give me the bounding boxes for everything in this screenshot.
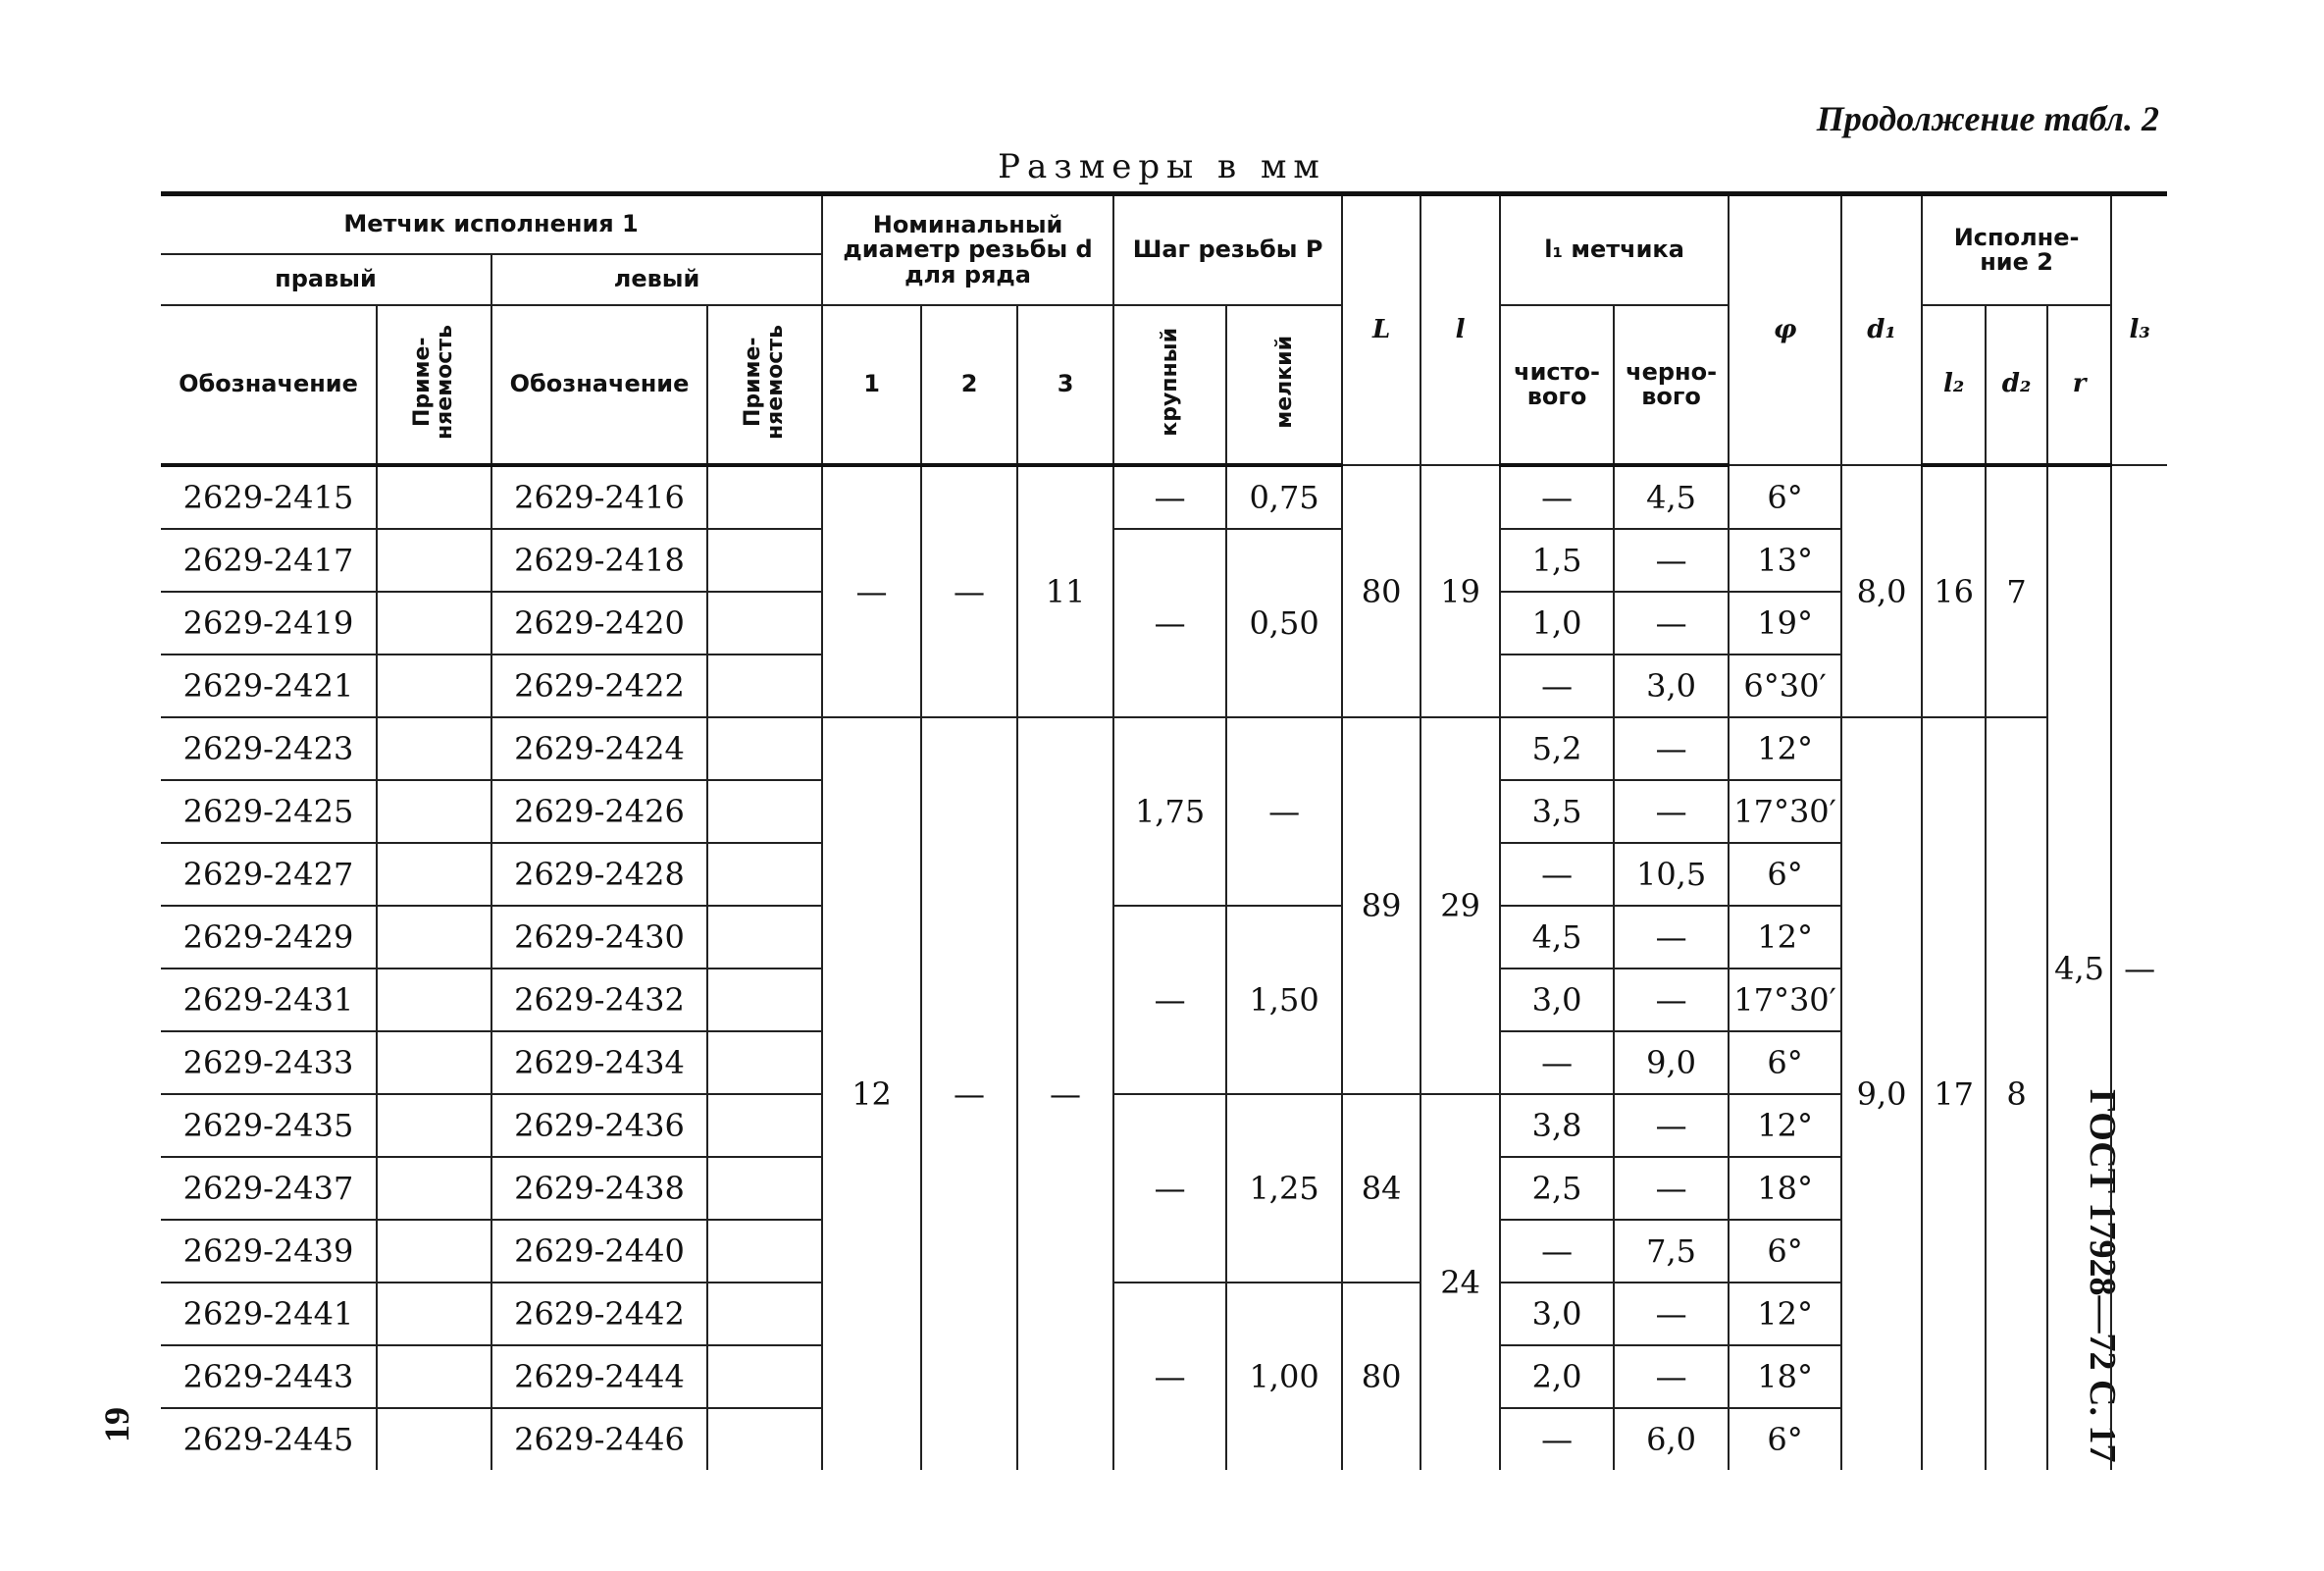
- table-row: [161, 465, 2167, 529]
- l1-finish: 3,5: [1500, 780, 1614, 843]
- designation-left: 2629-2430: [491, 906, 707, 969]
- designation-left: 2629-2418: [491, 529, 707, 592]
- angle-phi: 18°: [1729, 1157, 1841, 1220]
- d1-value: 8,0: [1841, 465, 1922, 717]
- diameter-row1: —: [822, 465, 921, 717]
- pitch-fine: 1,50: [1226, 906, 1342, 1094]
- designation-left: 2629-2442: [491, 1283, 707, 1345]
- pitch-fine: 1,00: [1226, 1283, 1342, 1470]
- pitch-coarse: —: [1113, 1283, 1226, 1470]
- header-row-2: 2: [921, 305, 1017, 465]
- designation-right: 2629-2423: [161, 717, 377, 780]
- diameter-row3: —: [1017, 717, 1113, 1470]
- header-tap-version-1: Метчик исполнения 1: [161, 194, 822, 255]
- l1-finish: —: [1500, 655, 1614, 717]
- diameter-row2: —: [921, 717, 1017, 1470]
- header-designation-left: Обозначение: [491, 305, 707, 465]
- angle-phi: 6°30′: [1729, 655, 1841, 717]
- units-label: Размеры в мм: [998, 147, 1326, 186]
- applicability-right: [377, 1345, 491, 1408]
- header-d2: d₂: [1986, 305, 2047, 465]
- angle-phi: 12°: [1729, 1094, 1841, 1157]
- applicability-left: [707, 1157, 822, 1220]
- l1-rough: 3,0: [1614, 655, 1729, 717]
- l1-rough: —: [1614, 906, 1729, 969]
- applicability-left: [707, 717, 822, 780]
- l1-finish: —: [1500, 1408, 1614, 1470]
- header-row-1: 1: [822, 305, 921, 465]
- d1-value: 9,0: [1841, 717, 1922, 1470]
- header-nominal-diameter: Номинальный диаметр резьбы d для ряда: [822, 194, 1113, 306]
- l1-finish: 5,2: [1500, 717, 1614, 780]
- pitch-fine: 0,50: [1226, 529, 1342, 717]
- applicability-left: [707, 1220, 822, 1283]
- r-value: 4,5: [2047, 465, 2111, 1470]
- length-l: 29: [1420, 717, 1500, 1094]
- applicability-left: [707, 655, 822, 717]
- applicability-right: [377, 1283, 491, 1345]
- l1-rough: 9,0: [1614, 1031, 1729, 1094]
- header-L: L: [1342, 194, 1420, 466]
- l1-rough: —: [1614, 1283, 1729, 1345]
- pitch-coarse: 1,75: [1113, 717, 1226, 906]
- d2-value: 7: [1986, 465, 2047, 717]
- designation-left: 2629-2420: [491, 592, 707, 655]
- angle-phi: 6°: [1729, 465, 1841, 529]
- l1-rough: 10,5: [1614, 843, 1729, 906]
- angle-phi: 12°: [1729, 717, 1841, 780]
- designation-right: 2629-2429: [161, 906, 377, 969]
- applicability-right: [377, 529, 491, 592]
- designation-right: 2629-2445: [182, 1421, 354, 1458]
- applicability-right: [377, 1031, 491, 1094]
- designation-right: 2629-2415: [161, 465, 377, 529]
- header-right: правый: [161, 254, 491, 305]
- applicability-right: [377, 1094, 491, 1157]
- applicability-right: [377, 969, 491, 1031]
- angle-phi: 19°: [1729, 592, 1841, 655]
- header-applicability-right: Приме- няемость: [377, 305, 491, 465]
- length-l: 19: [1420, 465, 1500, 717]
- header-designation-right: Обозначение: [161, 305, 377, 465]
- applicability-right: [377, 592, 491, 655]
- l1-finish: —: [1500, 843, 1614, 906]
- designation-right: 2629-2431: [161, 969, 377, 1031]
- applicability-right: [377, 465, 491, 529]
- l1-rough: —: [1614, 1345, 1729, 1408]
- angle-phi: 12°: [1729, 1283, 1841, 1345]
- l1-finish: 4,5: [1500, 906, 1614, 969]
- pitch-coarse: —: [1113, 465, 1226, 529]
- header-coarse: крупный: [1113, 305, 1226, 465]
- applicability-right: [377, 843, 491, 906]
- table-continuation-caption: Продолжение табл. 2: [1816, 99, 2159, 138]
- header-l3: l₃: [2111, 194, 2167, 466]
- angle-phi: 17°30′: [1729, 969, 1841, 1031]
- applicability-right: [377, 906, 491, 969]
- designation-right: 2629-2435: [161, 1094, 377, 1157]
- l1-rough: —: [1614, 592, 1729, 655]
- applicability-left: [707, 1094, 822, 1157]
- l1-rough: —: [1614, 780, 1729, 843]
- angle-phi: 6°: [1729, 1408, 1841, 1470]
- applicability-left: [707, 969, 822, 1031]
- l1-finish: —: [1500, 1220, 1614, 1283]
- applicability-right: [377, 717, 491, 780]
- designation-left: 2629-2440: [491, 1220, 707, 1283]
- designation-left: 2629-2426: [491, 780, 707, 843]
- l3-value: —: [2111, 465, 2167, 1470]
- applicability-right: [377, 655, 491, 717]
- d2-value: 8: [1986, 717, 2047, 1470]
- designation-right: 2629-2437: [161, 1157, 377, 1220]
- l1-rough: 6,0: [1614, 1408, 1729, 1470]
- l1-finish: 1,5: [1500, 529, 1614, 592]
- designation-left: 2629-2422: [491, 655, 707, 717]
- standard-code: ГОСТ 17928—72 С. 17: [2082, 1089, 2123, 1463]
- designation-left: 2629-2432: [491, 969, 707, 1031]
- length-L: 89: [1342, 717, 1420, 1094]
- angle-phi: 17°30′: [1729, 780, 1841, 843]
- l2-value: 16: [1922, 465, 1986, 717]
- header-row-3: 3: [1017, 305, 1113, 465]
- header-l2: l₂: [1922, 305, 1986, 465]
- designation-left: 2629-2436: [491, 1094, 707, 1157]
- l1-rough: —: [1614, 529, 1729, 592]
- designation-left: 2629-2438: [491, 1157, 707, 1220]
- header-r: r: [2047, 305, 2111, 465]
- header-l1: l₁ метчика: [1500, 194, 1729, 306]
- designation-right: 2629-2421: [161, 655, 377, 717]
- table-row: [161, 717, 2167, 780]
- length-L: 84: [1342, 1094, 1420, 1283]
- l1-finish: 2,0: [1500, 1345, 1614, 1408]
- designation-right: 2629-2425: [161, 780, 377, 843]
- header-rough: черно- вого: [1614, 305, 1729, 465]
- page-number: 19: [97, 1407, 136, 1442]
- l1-finish: —: [1500, 465, 1614, 529]
- applicability-left: [707, 465, 822, 529]
- designation-right: 2629-2427: [161, 843, 377, 906]
- designation-right: 2629-2419: [161, 592, 377, 655]
- designation-left: 2629-2416: [491, 465, 707, 529]
- applicability-left: [707, 592, 822, 655]
- l1-rough: —: [1614, 969, 1729, 1031]
- angle-phi: 12°: [1729, 906, 1841, 969]
- header-fine: мелкий: [1226, 305, 1342, 465]
- pitch-coarse: —: [1113, 906, 1226, 1094]
- applicability-left: [707, 1031, 822, 1094]
- l1-finish: 1,0: [1500, 592, 1614, 655]
- diameter-row3: 11: [1017, 465, 1113, 717]
- header-pitch: Шаг резьбы P: [1113, 194, 1342, 306]
- applicability-left: [707, 843, 822, 906]
- designation-left: 2629-2428: [491, 843, 707, 906]
- angle-phi: 13°: [1729, 529, 1841, 592]
- header-version-2: Исполне- ние 2: [1922, 194, 2111, 306]
- applicability-right: [377, 1157, 491, 1220]
- angle-phi: 6°: [1729, 843, 1841, 906]
- pitch-fine: 0,75: [1226, 465, 1342, 529]
- header-d1: d₁: [1841, 194, 1922, 466]
- length-L: 80: [1342, 465, 1420, 717]
- designation-right: 2629-2433: [161, 1031, 377, 1094]
- applicability-left: [707, 1345, 822, 1408]
- header-phi: φ: [1729, 194, 1841, 466]
- tap-dimensions-table: [161, 191, 2167, 1470]
- diameter-row2: —: [921, 465, 1017, 717]
- designation-left: 2629-2424: [491, 717, 707, 780]
- header-finish: чисто- вого: [1500, 305, 1614, 465]
- l1-rough: —: [1614, 1157, 1729, 1220]
- applicability-right: [377, 1408, 491, 1470]
- designation-left: 2629-2444: [491, 1345, 707, 1408]
- applicability-right: [377, 780, 491, 843]
- applicability-left: [707, 529, 822, 592]
- l1-finish: 3,8: [1500, 1094, 1614, 1157]
- l2-value: 17: [1922, 717, 1986, 1470]
- pitch-fine: —: [1226, 717, 1342, 906]
- header-applicability-left: Приме- няемость: [707, 305, 822, 465]
- l1-finish: 2,5: [1500, 1157, 1614, 1220]
- length-L: 80: [1342, 1283, 1420, 1470]
- pitch-coarse: —: [1113, 529, 1226, 717]
- length-l: 24: [1420, 1094, 1500, 1470]
- l1-finish: —: [1500, 1031, 1614, 1094]
- applicability-left: [707, 1408, 822, 1470]
- designation-left: 2629-2446: [491, 1408, 707, 1470]
- applicability-left: [707, 1283, 822, 1345]
- header-l: l: [1420, 194, 1500, 466]
- diameter-row1: 12: [822, 717, 921, 1470]
- l1-rough: —: [1614, 717, 1729, 780]
- pitch-fine: 1,25: [1226, 1094, 1342, 1283]
- l1-finish: 3,0: [1500, 1283, 1614, 1345]
- l1-finish: 3,0: [1500, 969, 1614, 1031]
- applicability-left: [707, 906, 822, 969]
- l1-rough: 7,5: [1614, 1220, 1729, 1283]
- l1-rough: 4,5: [1614, 465, 1729, 529]
- designation-right: 2629-2439: [161, 1220, 377, 1283]
- applicability-left: [707, 780, 822, 843]
- designation-right: 2629-2441: [161, 1283, 377, 1345]
- designation-right: 2629-2417: [161, 529, 377, 592]
- angle-phi: 6°: [1729, 1031, 1841, 1094]
- angle-phi: 18°: [1729, 1345, 1841, 1408]
- header-left: левый: [491, 254, 822, 305]
- pitch-coarse: —: [1113, 1094, 1226, 1283]
- designation-left: 2629-2434: [491, 1031, 707, 1094]
- angle-phi: 6°: [1729, 1220, 1841, 1283]
- applicability-right: [377, 1220, 491, 1283]
- designation-right: 2629-2443: [161, 1345, 377, 1408]
- l1-rough: —: [1614, 1094, 1729, 1157]
